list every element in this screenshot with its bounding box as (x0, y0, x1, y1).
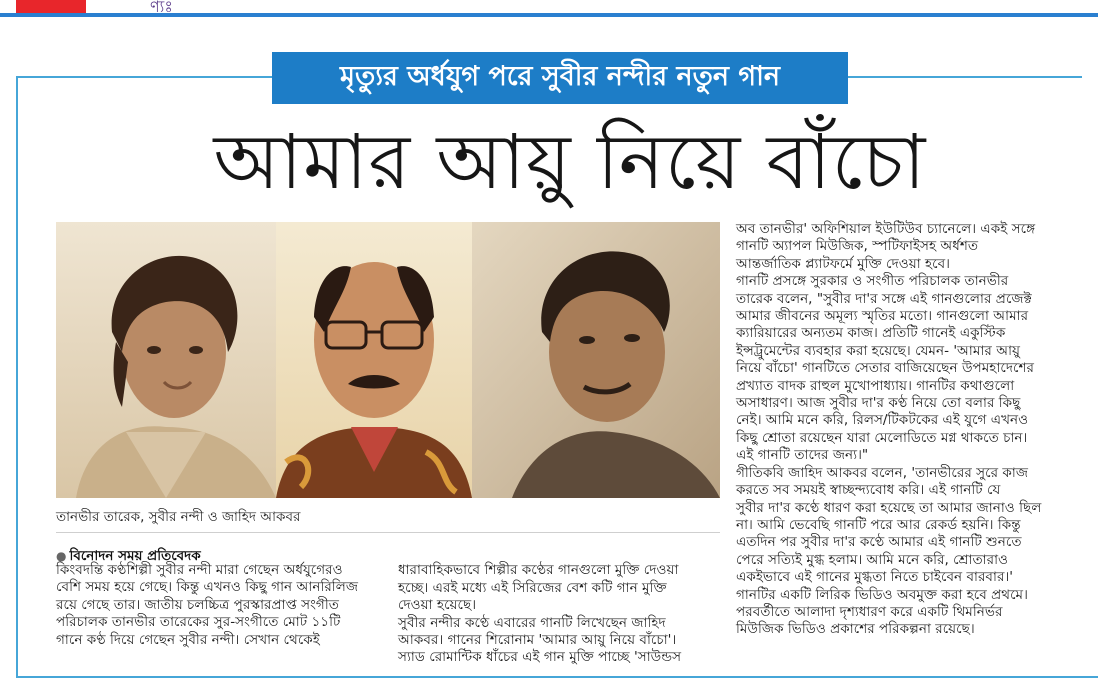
text-line: গানটি অ্যাপল মিউজিক, স্পটিফাইসহ অর্ধশত (736, 238, 979, 255)
article-column-2 (398, 545, 720, 667)
text-line: পরিচালক তানভীর তারেকের সুর-সংগীতে মোট ১১টি (56, 614, 341, 631)
text-line: প্রখ্যাত বাদক রাহুল মুখোপাধ্যায়। গানটির কথাগুলো (736, 377, 1015, 394)
text-line: অসাধারণ। আজ সুবীর দা'র কণ্ঠ নিয়ে তো বলার কিছু (736, 395, 1021, 412)
masthead (0, 0, 1098, 24)
text-line: পেরে সত্যিই মুগ্ধ হলাম। আমি মনে করি, শ্রোতারাও (736, 551, 1009, 568)
text-line: আমার জীবনের অমূল্য স্মৃতির মতো। গানগুলো আমার (736, 308, 1029, 325)
photo-subir-nandi (276, 222, 472, 498)
text-line: গীতিকবি জাহিদ আকবর বলেন, 'তানভীরের সুরে কাজ (736, 464, 1029, 481)
text-line: মিউজিক ভিডিও প্রকাশের পরিকল্পনা রয়েছে। (736, 621, 975, 638)
article-column-3 (736, 221, 1066, 639)
text-line: তারেক বলেন, "সুবীর দা'র সঙ্গে এই গানগুলোর প্রজেক্ট (736, 290, 1032, 307)
caption-rule (56, 532, 720, 533)
text-line: দেওয়া হয়েছে। (398, 597, 477, 614)
article-frame-bottom (16, 676, 1098, 678)
text-line: এতদিন পর সুবীর দা'র কণ্ঠে আমার এই গানটি শুনতে (736, 534, 1022, 551)
text-line: আন্তর্জাতিক প্ল্যাটফর্মে মুক্তি দেওয়া হবে। (736, 255, 951, 272)
text-line: সুবীর নন্দীর কণ্ঠে এবারের গানটি লিখেছেন জাহিদ (398, 614, 666, 631)
text-line: গানটির একটি লিরিক ভিডিও অবমুক্ত করা হবে প্রথমে। (736, 586, 1028, 603)
text-line: পরবর্তীতে আলাদা দৃশ্যধারণ করে একটি থিমনির্ভর (736, 603, 1003, 620)
text-line: গানে কণ্ঠ দিয়ে গেছেন সুবীর নন্দী। সেখান থেকেই (56, 631, 320, 648)
text-line: অব তানভীর' অফিশিয়াল ইউটিউব চ্যানেলে। একই সঙ্গে (736, 221, 1036, 237)
photo-caption: তানভীর তারেক, সুবীর নন্দী ও জাহিদ আকবর (56, 509, 301, 525)
text-line: হচ্ছে। এরই মধ্যে এই সিরিজের বেশ কটি গান মুক্তি (398, 579, 667, 596)
text-line: স্যাড রোমান্টিক ধাঁচের এই গান মুক্তি পাচ্ছে 'সাউন্ডস (398, 649, 682, 666)
text-line: কিংবদন্তি কণ্ঠশিল্পী সুবীর নন্দী মারা গেছেন অর্ধযুগেরও (56, 562, 343, 578)
text-line: না। আমি ভেবেছি গানটি পরে আর রেকর্ড হয়নি। কিন্তু (736, 516, 1021, 533)
text-line: ধারাবাহিকভাবে শিল্পীর কণ্ঠের গানগুলো মুক্তি দেওয়া (398, 562, 679, 579)
article-column-1 (56, 562, 376, 649)
photo-tanvir-tarek (56, 222, 276, 498)
text-line (398, 545, 720, 562)
bullet-icon: ● (56, 549, 67, 563)
text-line: ক্যারিয়ারের অন্যতম কাজ। প্রতিটি গানেই একুস্টিক (736, 325, 1006, 342)
text-line: করতে সব সময়ই স্বাচ্ছন্দ্যবোধ করি। এই গানটি যে (736, 482, 1001, 499)
text-line: একইভাবে এই গানের মুগ্ধতা নিতে চাইবেন বারবার।' (736, 569, 1014, 586)
photo-zahid-akbar (472, 222, 720, 498)
text-line: ইন্সট্রুমেন্টের ব্যবহার করা হয়েছে। যেমন- 'আমার আয়ু (736, 342, 1021, 359)
text-line: বেশি সময় হয়ে গেছে। কিন্তু এখনও কিছু গান আনরিলিজ (56, 579, 358, 596)
text-line: কিছু শ্রোতা রয়েছেন যারা মেলোডিতে মগ্ন থাকতে চান। (736, 429, 1028, 446)
masthead-text-fragment: ণ্যঃ (150, 0, 177, 16)
text-line: এই গানটি তাদের জন্য।" (736, 447, 869, 464)
text-line: নেই। আমি মনে করি, রিলস/টিকটকের এই যুগে এখনও (736, 412, 1029, 429)
headline: আমার আয়ু নিয়ে বাঁচো (213, 117, 927, 206)
kicker-banner: মৃত্যুর অর্ধযুগ পরে সুবীর নন্দীর নতুন গান (272, 52, 848, 104)
text-line: নিয়ে বাঁচো' গানটিতে সেতার বাজিয়েছেন উপমহাদেশের (736, 360, 1034, 377)
text-line: রয়ে গেছে তার। জাতীয় চলচ্চিত্র পুরস্কারপ্রাপ্ত সংগীত (56, 596, 339, 613)
byline-text: বিনোদন সময় প্রতিবেদক (69, 548, 201, 564)
text-line: সুবীর দা'র কণ্ঠে ধারণ করা হয়েছে তা আমার জানাও ছিল (736, 499, 1042, 516)
text-line: আকবর। গানের শিরোনাম 'আমার আয়ু নিয়ে বাঁচো'। (398, 632, 677, 649)
text-line: গানটি প্রসঙ্গে সুরকার ও সংগীত পরিচালক তানভীর (736, 273, 1009, 290)
